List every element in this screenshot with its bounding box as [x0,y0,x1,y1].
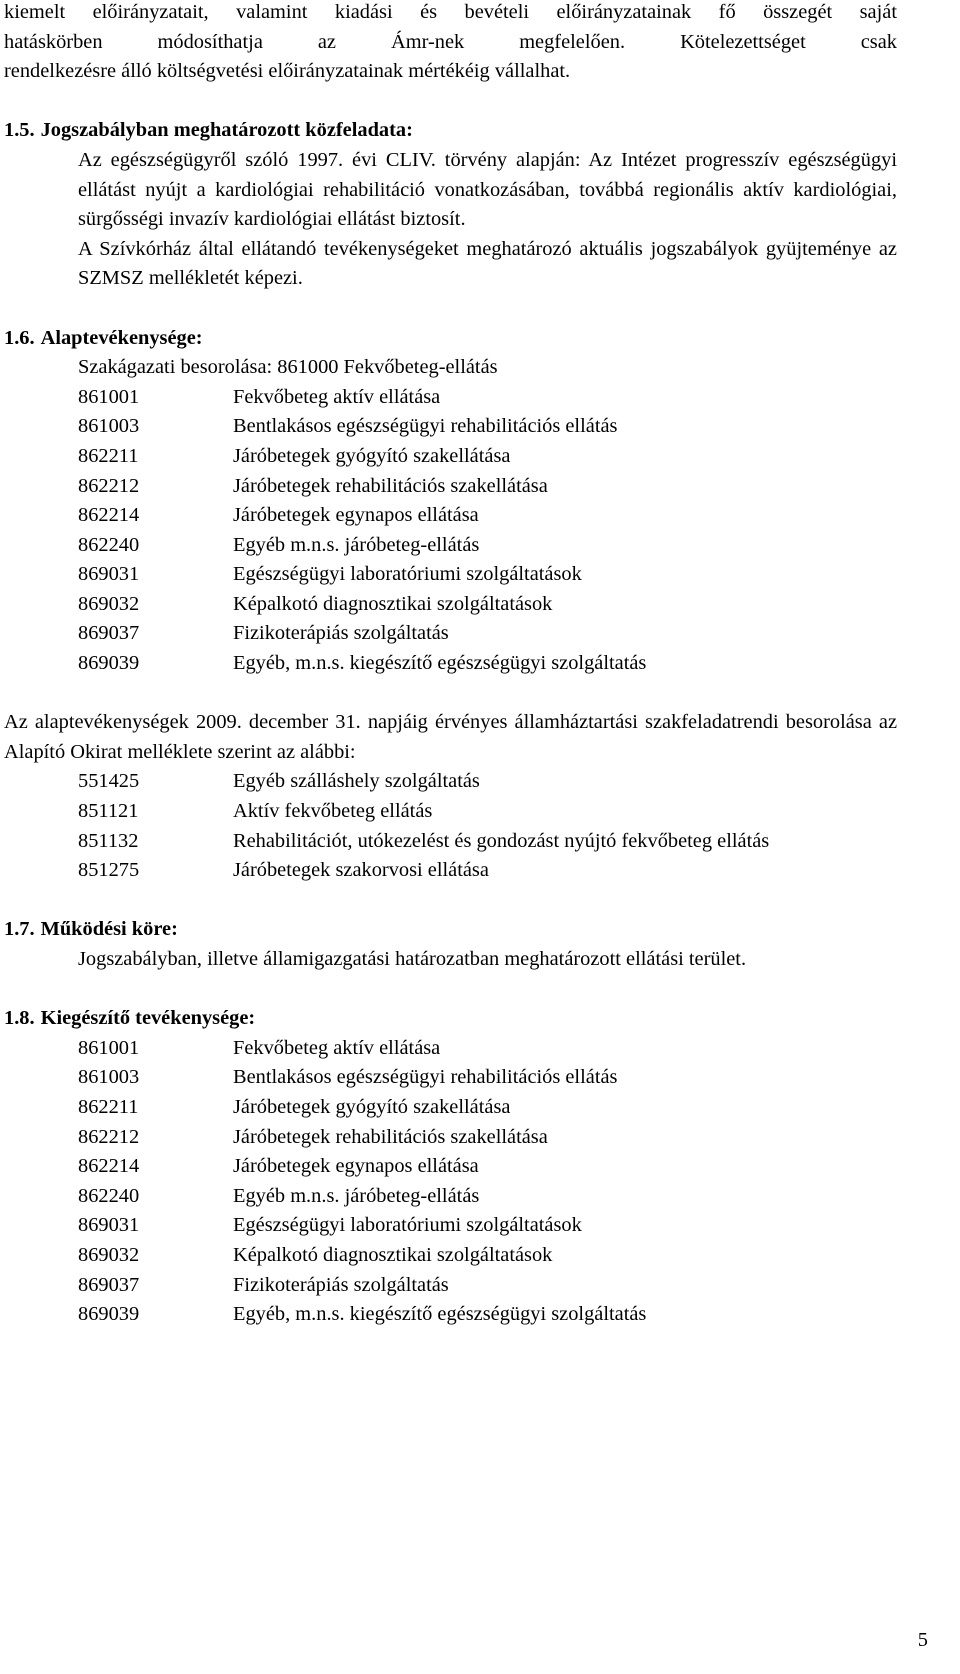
section-body [4,945,897,975]
activity-code: 869037 [78,622,140,645]
activity-desc: Egyéb, m.n.s. kiegészítő egészségügyi szolgáltatás [233,652,647,675]
activity-code: 869031 [78,563,140,586]
activity-code: 861003 [78,1066,140,1089]
intro-line-2: hatáskörben módosíthatja az Ámr-nek megfelelően. Kötelezettséget csak [4,30,897,53]
activity-desc: Egészségügyi laboratóriumi szolgáltatások [233,563,582,586]
code-row [78,442,897,472]
code-row [78,1063,897,1093]
code-row [78,1271,897,1301]
activity-code: 851275 [78,859,140,882]
activity-desc: Járóbetegek egynapos ellátása [233,1155,479,1178]
section-title: Alaptevékenysége: [40,326,203,349]
activity-code: 869031 [78,1214,140,1237]
classification-paragraph: Az alaptevékenységek 2009. december 31. napjáig érvényes államháztartási szakfeladatrendi besorolása az Alapító Okirat melléklete szerint az alábbi: [4,711,897,763]
intro-line-1: kiemelt előirányzatait, valamint kiadási és bevételi előirányzatainak fő összegét saját [4,1,897,23]
section-paragraph: Jogszabályban, illetve államigazgatási határozatban meghatározott ellátási terület. [78,948,747,970]
section-subtitle [4,353,897,383]
code-row [78,797,897,827]
activity-desc: Képalkotó diagnosztikai szolgáltatások [233,592,553,615]
section-title: Jogszabályban meghatározott közfeladata: [40,119,413,142]
code-row [78,767,897,797]
section-1-5 [4,116,897,294]
activity-code: 862211 [78,1095,139,1118]
activity-code: 851132 [78,829,139,852]
activity-desc: Bentlakásos egészségügyi rehabilitációs ellátás [233,415,618,438]
activity-desc: Járóbetegek rehabilitációs szakellátása [233,1125,548,1148]
activity-desc: Fizikoterápiás szolgáltatás [233,622,449,645]
activity-code: 869039 [78,1303,140,1326]
activity-desc: Rehabilitációt, utókezelést és gondozást nyújtó fekvőbeteg ellátás [233,829,770,852]
activity-code: 869032 [78,1243,140,1266]
activity-desc: Fekvőbeteg aktív ellátása [233,385,441,408]
section-number: 1.6. [4,326,35,349]
code-row [78,1211,897,1241]
section-title: Működési köre: [40,918,178,941]
code-row [78,1241,897,1271]
activity-desc: Fizikoterápiás szolgáltatás [233,1273,449,1296]
section-heading [4,1004,897,1034]
code-row [78,1300,897,1330]
code-row [78,649,897,679]
section-heading [4,324,897,354]
activity-desc: Járóbetegek gyógyító szakellátása [233,1095,511,1118]
section-number: 1.8. [4,1007,35,1030]
document-page [4,0,897,1330]
section-heading [4,915,897,945]
activity-desc: Egyéb m.n.s. járóbeteg-ellátás [233,1184,480,1207]
section-1-6 [4,324,897,886]
activity-code: 862212 [78,474,140,497]
code-row [78,856,897,886]
activity-desc: Egyéb m.n.s. járóbeteg-ellátás [233,533,480,556]
code-row [78,383,897,413]
activity-code: 861003 [78,415,140,438]
code-row [78,412,897,442]
page-number: 5 [917,1629,928,1651]
activity-code: 862214 [78,1155,140,1178]
code-row [78,619,897,649]
section-number: 1.5. [4,119,35,142]
supplementary-code-list [4,1034,897,1330]
activity-desc: Járóbetegek rehabilitációs szakellátása [233,474,548,497]
activity-code: 851121 [78,800,139,823]
activity-desc: Képalkotó diagnosztikai szolgáltatások [233,1243,553,1266]
code-row [78,501,897,531]
activity-code: 869039 [78,652,140,675]
activity-desc: Egészségügyi laboratóriumi szolgáltatások [233,1214,582,1237]
section-title: Kiegészítő tevékenysége: [40,1007,256,1030]
section-1-7 [4,915,897,974]
intro-paragraph [4,0,897,87]
code-row [78,1093,897,1123]
code-row [78,1123,897,1153]
activity-code: 862240 [78,1184,140,1207]
classification-line: Szakágazati besorolása: 861000 Fekvőbeteg-ellátás [78,356,498,379]
activity-code: 862214 [78,504,140,527]
section-paragraph: A Szívkórház által ellátandó tevékenységeket meghatározó aktuális jogszabályok gyüjteménye az SZMSZ mellékletét képezi. [78,237,897,290]
section-heading [4,116,897,146]
activity-code: 862240 [78,533,140,556]
section-paragraph: Az egészségügyről szóló 1997. évi CLIV. törvény alapján: Az Intézet progresszív egészségügyi ellátást nyújt a kardiológiai rehabilitáció vonatkozásában, továbbá regionális aktív kardiológiai, sürgősségi invazív kardiológiai ellátást biztosít. [78,148,897,231]
code-row [78,1152,897,1182]
activity-desc: Járóbetegek egynapos ellátása [233,504,479,527]
activity-code: 869037 [78,1273,140,1296]
code-row [78,1182,897,1212]
activity-desc: Egyéb szálláshely szolgáltatás [233,770,480,793]
activity-code: 551425 [78,770,140,793]
activity-desc: Bentlakásos egészségügyi rehabilitációs ellátás [233,1066,618,1089]
legacy-code-list [4,767,897,885]
activity-desc: Fekvőbeteg aktív ellátása [233,1036,441,1059]
code-row [78,590,897,620]
activity-code: 861001 [78,1036,140,1059]
activity-code: 861001 [78,385,140,408]
intro-line-3: rendelkezésre álló költségvetési előirányzatainak mértékéig vállalhat. [4,60,571,83]
section-body [4,146,897,294]
activity-desc: Aktív fekvőbeteg ellátás [233,800,433,823]
activity-code: 862212 [78,1125,140,1148]
code-row [78,531,897,561]
code-row [78,1034,897,1064]
activity-code: 869032 [78,592,140,615]
activity-code: 862211 [78,444,139,467]
section-number: 1.7. [4,918,35,941]
activity-desc: Egyéb, m.n.s. kiegészítő egészségügyi szolgáltatás [233,1303,647,1326]
activity-desc: Járóbetegek szakorvosi ellátása [233,859,489,882]
code-row [78,560,897,590]
code-row [78,472,897,502]
code-row [78,827,897,857]
activity-desc: Járóbetegek gyógyító szakellátása [233,444,511,467]
activity-code-list [4,383,897,679]
section-1-8 [4,1004,897,1330]
